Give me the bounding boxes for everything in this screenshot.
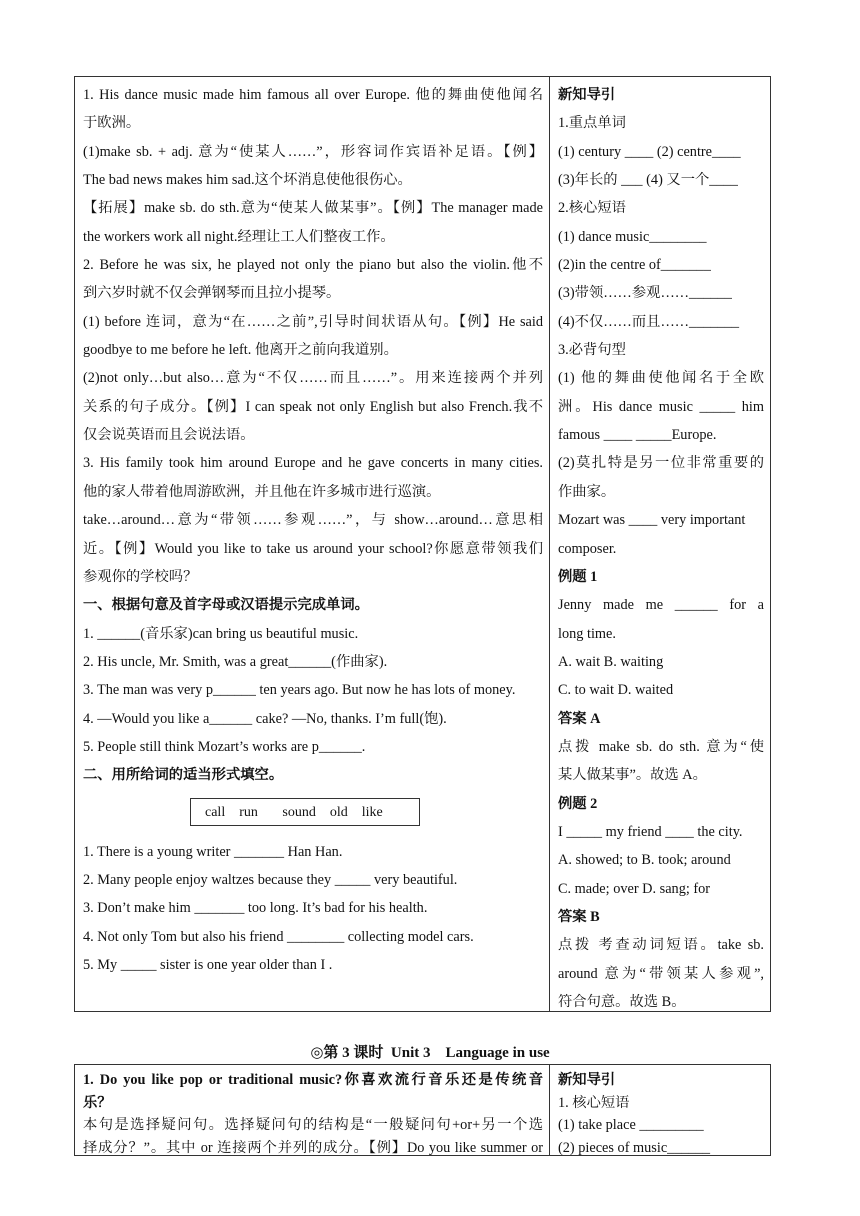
explanation-column [75,1065,550,1155]
lesson-table-2 [74,1064,771,1156]
text-line: 5. People still think Mozart’s works are p______. [83,738,366,755]
text-line: 近。【例】Would you like to take us around your school?你愿意带领我们 [83,540,543,557]
text-line: C. to wait D. waited [558,682,674,699]
text-line: 点拨 考查动词短语。take sb. [558,937,764,954]
text-line: 4. Not only Tom but also his friend ________ collecting model cars. [83,928,474,945]
text-line: (2)莫扎特是另一位非常重要的 [558,455,764,472]
text-line: 择成分？”。其中 or 连接两个并列的成分。【例】Do you like summer or [83,1139,543,1156]
text-line: Mozart was ____ very important [558,512,746,529]
text-line: (3)年长的 ___ (4) 又一个____ [558,172,738,189]
text-line: the workers work all night.经理让工人们整夜工作。 [83,228,395,245]
text-line: (2) pieces of music______ [558,1139,711,1156]
text-line: A. showed; to B. took; around [558,852,731,869]
text-line: 洲。His dance music _____ him [558,398,764,415]
text-line: (1) 他的舞曲使他闻名于全欧 [558,370,764,387]
text-line: (1) dance music________ [558,228,707,245]
text-line: (1) take place _________ [558,1117,704,1133]
guide-column [550,1065,770,1155]
text-line: 2.核心短语 [558,200,626,217]
text-line: The bad news makes him sad.这个坏消息使他很伤心。 [83,172,412,189]
word-box-row [83,790,543,838]
text-line: 于欧洲。 [83,115,141,132]
text-line: 关系的句子成分。【例】I can speak not only English but also French.我不 [83,398,543,415]
text-line: 到六岁时就不仅会弹钢琴而且拉小提琴。 [83,285,341,302]
text-line: (1) before 连词，意为“在……之前”,引导时间状语从句。【例】He said [83,313,543,330]
text-line: 3. The man was very p______ ten years ago. But now he has lots of money. [83,682,516,699]
text-line: 一、根据句意及首字母或汉语提示完成单词。 [83,597,369,614]
text-line: 作曲家。 [558,483,616,500]
text-line: 【拓展】make sb. do sth.意为“使某人做某事”。【例】The manager made [83,200,543,217]
text-line: 例题 2 [558,795,598,812]
text-line: 1. 核心短语 [558,1094,630,1111]
text-line: (1)make sb. + adj. 意为“使某人……”，形容词作宾语补足语。【例】 [83,143,543,160]
text-line: Jenny made me ______ for a [558,597,764,614]
text-line: famous ____ _____Europe. [558,427,717,444]
guide-column [550,77,770,1011]
text-line: 2. Many people enjoy waltzes because they _____ very beautiful. [83,871,458,888]
text-line: 点拨 make sb. do sth. 意为“使 [558,738,764,755]
text-line: 1. Do you like pop or traditional music?你喜欢流行音乐还是传统音 [83,1072,543,1088]
text-line: 3. His family took him around Europe and he gave concerts in many cities. [83,455,543,472]
text-line: I _____ my friend ____ the city. [558,823,743,840]
text-line: 答案 B [558,908,600,925]
text-line: goodbye to me before he left. 他离开之前向我道别。 [83,342,398,359]
text-line: (1) century ____ (2) centre____ [558,143,741,160]
text-line: (4)不仅……而且……_______ [558,313,740,330]
text-line: C. made; over D. sang; for [558,880,711,897]
text-line: 答案 A [558,710,601,727]
text-line: 3. Don’t make him _______ too long. It’s bad for his health. [83,900,428,917]
text-line: 1.重点单词 [558,115,626,132]
word-box: call run sound old like [190,798,420,826]
text-line: (2)in the centre of_______ [558,257,711,274]
text-line: (3)带领……参观……______ [558,285,732,302]
text-line: 1. There is a young writer _______ Han Han. [83,843,343,860]
text-line: 符合句意。故选 B。 [558,994,686,1010]
text-line: 仅会说英语而且会说法语。 [83,427,255,444]
text-line: (2)not only…but also…意为“不仅……而且……”。用来连接两个并列 [83,370,543,387]
text-line: 乐？ [83,1094,112,1111]
text-line: long time. [558,625,616,642]
text-line: 例题 1 [558,568,598,585]
text-line: 本句是选择疑问句。选择疑问句的结构是“一般疑问句+or+另一个选 [83,1117,543,1133]
text-line: 新知导引 [558,87,616,103]
text-line: 1. His dance music made him famous all over Europe. 他的舞曲使他闻名 [83,87,543,103]
text-line: 4. —Would you like a______ cake? —No, thanks. I’m full(饱). [83,710,447,727]
text-line: 3.必背句型 [558,342,626,359]
explanation-column [75,77,550,1011]
text-line: 2. His uncle, Mr. Smith, was a great______(作曲家). [83,653,388,670]
lesson-table-1 [74,76,771,1012]
text-line: 参观你的学校吗？ [83,568,198,585]
text-line: take…around…意为“带领……参观……”，与 show…around…意思相 [83,512,543,529]
text-line: 他的家人带着他周游欧洲，并且他在许多城市进行巡演。 [83,483,441,500]
text-line: A. wait B. waiting [558,653,664,670]
text-line: 1. ______(音乐家)can bring us beautiful music. [83,625,359,642]
text-line: 二、用所给词的适当形式填空。 [83,767,284,784]
text-line: 2. Before he was six, he played not only the piano but also the violin.他不 [83,257,543,274]
text-line: around 意为“带领某人参观”, [558,965,764,982]
text-line: 5. My _____ sister is one year older than I . [83,956,333,973]
text-line: 某人做某事”。故选 A。 [558,767,707,784]
lesson-caption: ◎第 3 课时 Unit 3 Language in use [310,1045,550,1061]
text-line: 新知导引 [558,1072,616,1088]
text-line: composer. [558,540,617,557]
